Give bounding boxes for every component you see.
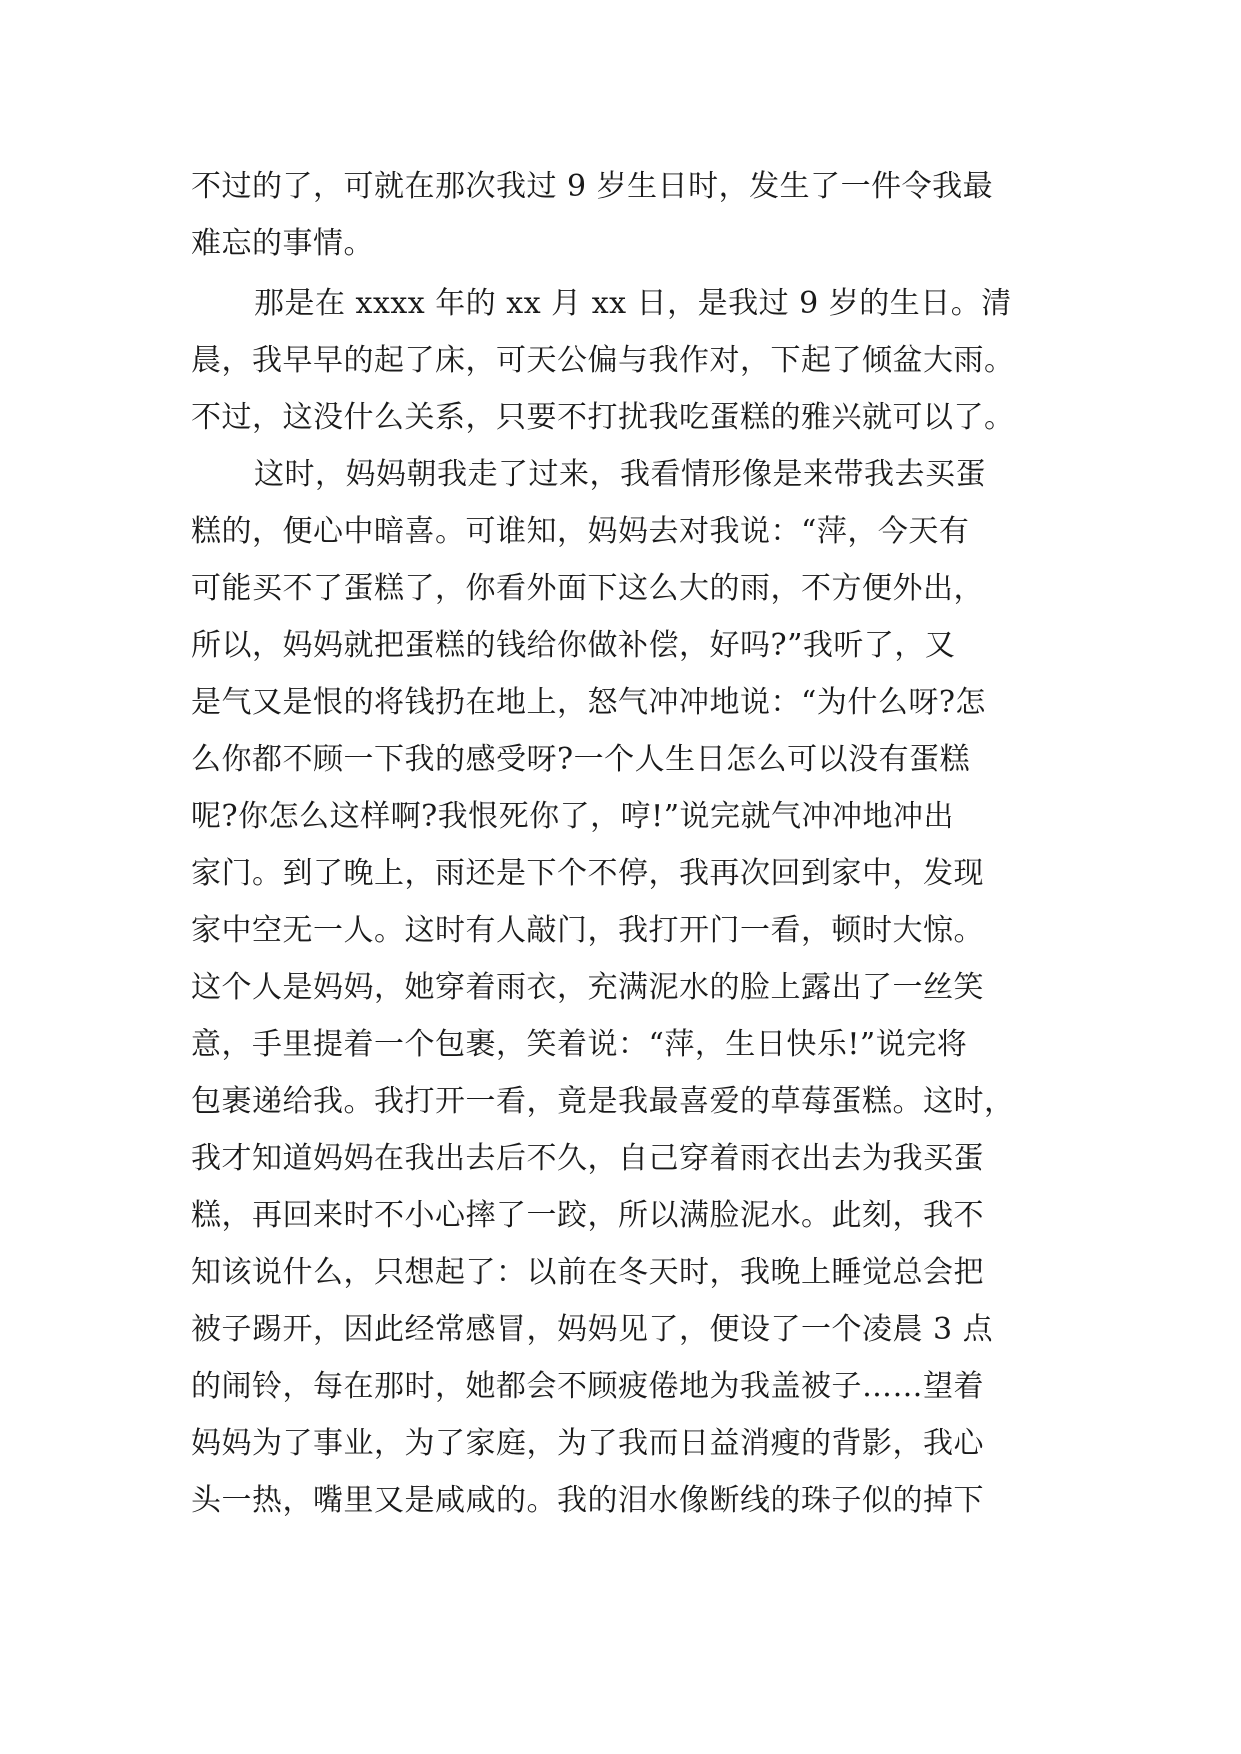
text-line: 是气又是恨的将钱扔在地上，怒气冲冲地说：“为什么呀?怎: [191, 685, 986, 720]
text-line: 不过，这没什么关系，只要不打扰我吃蛋糕的雅兴就可以了。: [191, 400, 1015, 435]
text-line: 糕的，便心中暗喜。可谁知，妈妈去对我说：“萍，今天有: [191, 514, 970, 549]
paragraph-start-line: 那是在 xxxx 年的 xx 月 xx 日，是我过 9 岁的生日。清: [254, 286, 1012, 321]
text-line: 可能买不了蛋糕了，你看外面下这么大的雨，不方便外出，: [191, 571, 984, 606]
text-line: 糕，再回来时不小心摔了一跤，所以满脸泥水。此刻，我不: [191, 1198, 984, 1233]
text-line: 晨，我早早的起了床，可天公偏与我作对，下起了倾盆大雨。: [191, 343, 1015, 378]
text-line: 这个人是妈妈，她穿着雨衣，充满泥水的脸上露出了一丝笑: [191, 970, 984, 1005]
text-line: 头一热，嘴里又是咸咸的。我的泪水像断线的珠子似的掉下: [191, 1483, 984, 1518]
text-line: 被子踢开，因此经常感冒，妈妈见了，便设了一个凌晨 3 点: [191, 1312, 994, 1347]
text-line: 包裹递给我。我打开一看，竟是我最喜爱的草莓蛋糕。这时，: [191, 1084, 1015, 1119]
paragraph-start-line: 这时，妈妈朝我走了过来，我看情形像是来带我去买蛋: [254, 457, 986, 492]
essay-body: [191, 158, 1071, 1529]
text-line: 所以，妈妈就把蛋糕的钱给你做补偿，好吗?”我听了，又: [191, 628, 956, 663]
text-line: 不过的了，可就在那次我过 9 岁生日时，发生了一件令我最: [191, 169, 994, 204]
text-line: 妈妈为了事业，为了家庭，为了我而日益消瘦的背影，我心: [191, 1426, 984, 1461]
text-line: 我才知道妈妈在我出去后不久，自己穿着雨衣出去为我买蛋: [191, 1141, 984, 1176]
text-line: 家门。到了晚上，雨还是下个不停，我再次回到家中，发现: [191, 856, 984, 891]
text-line: 的闹铃，每在那时，她都会不顾疲倦地为我盖被子……望着: [191, 1369, 984, 1404]
text-line: 家中空无一人。这时有人敲门，我打开门一看，顿时大惊。: [191, 913, 984, 948]
text-line: 呢?你怎么这样啊?我恨死你了，哼!”说完就气冲冲地冲出: [191, 799, 955, 834]
text-line: 意，手里提着一个包裹，笑着说：“萍，生日快乐!”说完将: [191, 1027, 968, 1062]
text-line: 知该说什么，只想起了：以前在冬天时，我晚上睡觉总会把: [191, 1255, 984, 1290]
text-line: 难忘的事情。: [191, 226, 374, 261]
text-line: 么你都不顾一下我的感受呀?一个人生日怎么可以没有蛋糕: [191, 742, 971, 777]
